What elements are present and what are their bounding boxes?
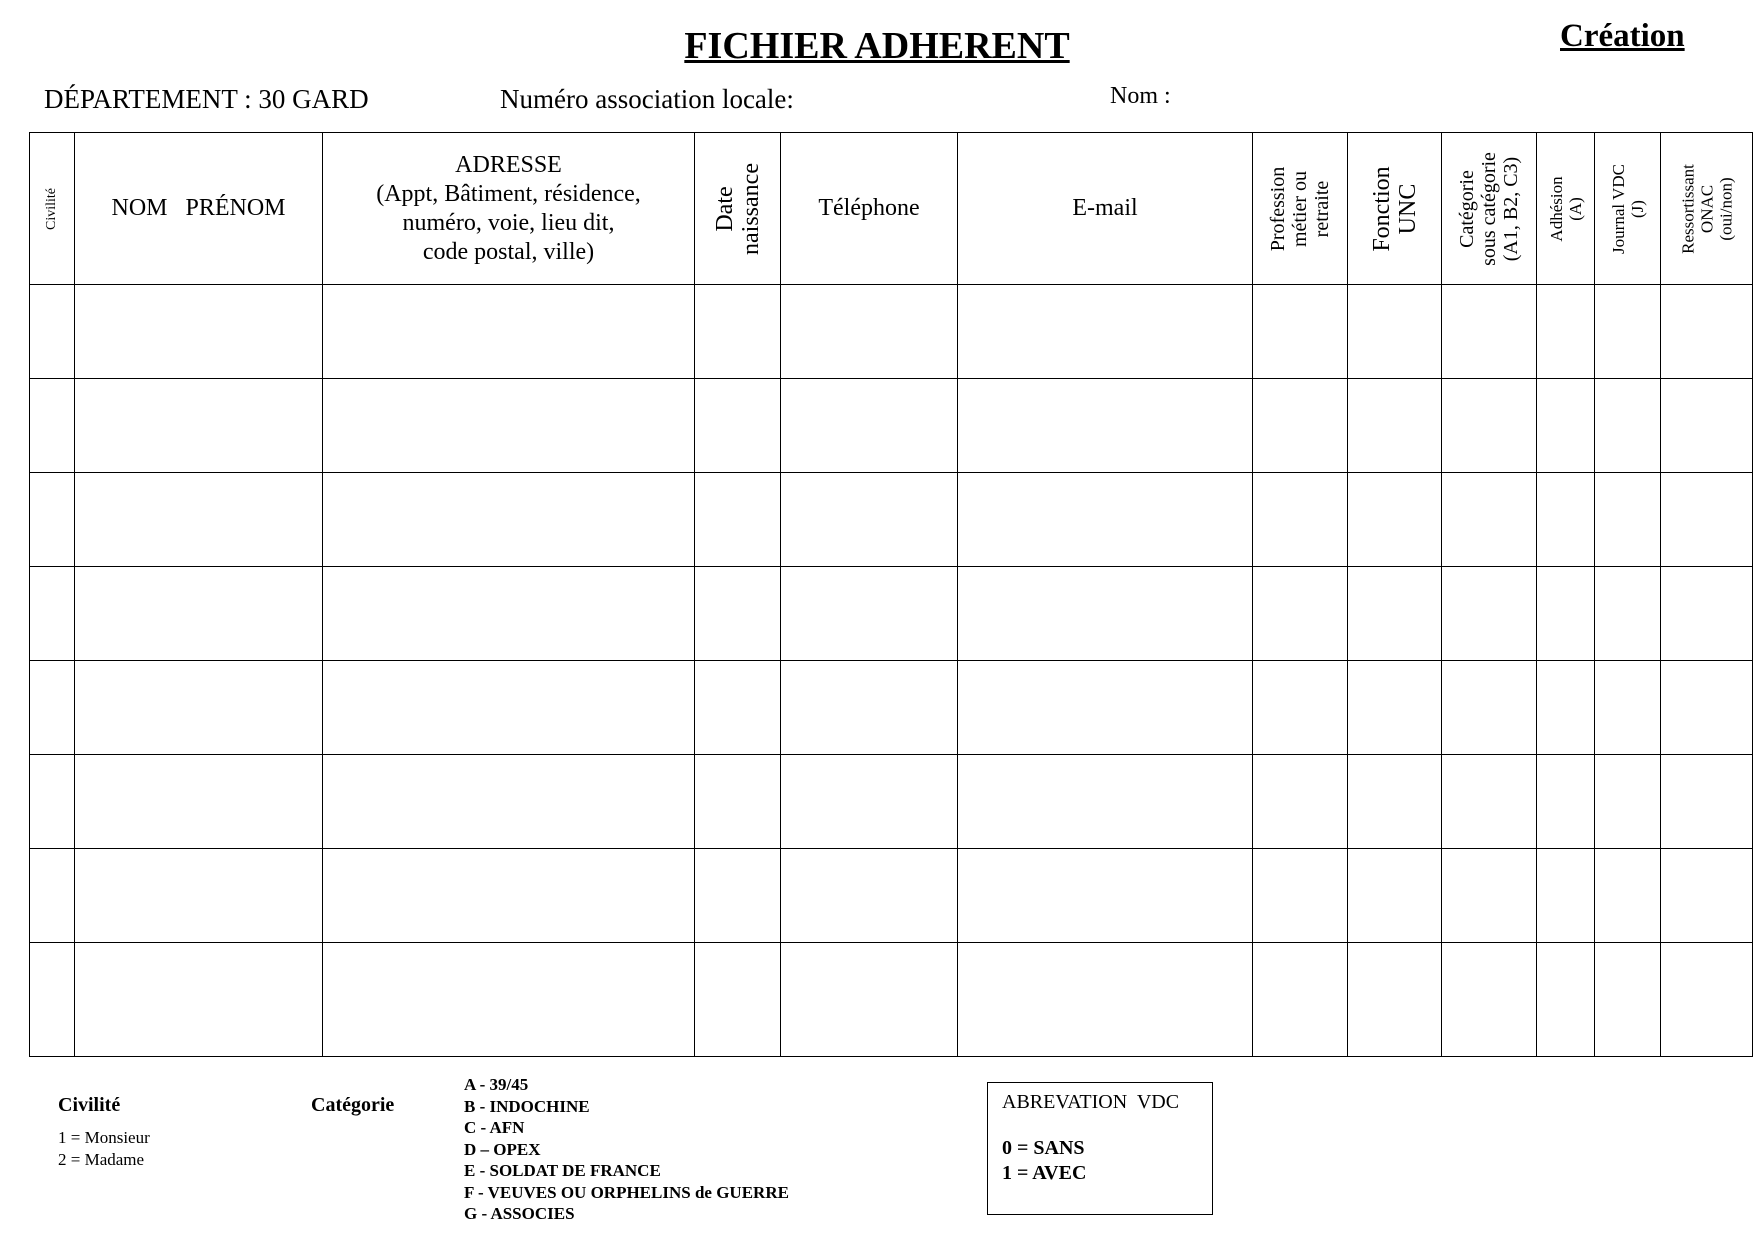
col-ressortissant bbox=[1661, 133, 1753, 285]
legend-categorie-item: B - INDOCHINE bbox=[464, 1096, 590, 1116]
table-body bbox=[30, 285, 1753, 1057]
col-adhesion bbox=[1537, 133, 1595, 285]
col-adhesion-label bbox=[1547, 176, 1585, 241]
table-cell[interactable] bbox=[75, 849, 323, 943]
table-cell[interactable] bbox=[1661, 661, 1753, 755]
table-cell[interactable] bbox=[30, 567, 75, 661]
table-cell[interactable] bbox=[1348, 473, 1442, 567]
table-cell[interactable] bbox=[1661, 567, 1753, 661]
table-cell[interactable] bbox=[1442, 849, 1537, 943]
table-cell[interactable] bbox=[695, 661, 781, 755]
col-profession-line: retraite bbox=[1311, 180, 1333, 237]
col-journal-vdc-line: (J) bbox=[1627, 199, 1647, 218]
col-journal-vdc-label bbox=[1609, 164, 1647, 254]
col-adhesion-line: (A) bbox=[1565, 196, 1585, 221]
col-ressortissant-label bbox=[1678, 164, 1735, 254]
col-categorie-line: Catégorie bbox=[1456, 169, 1478, 248]
table-cell[interactable] bbox=[1442, 473, 1537, 567]
table-cell[interactable] bbox=[1348, 943, 1442, 1057]
table-cell[interactable] bbox=[695, 755, 781, 849]
legend-categorie-title: Catégorie bbox=[311, 1094, 395, 1116]
table-cell[interactable] bbox=[695, 285, 781, 379]
col-adresse-label bbox=[323, 151, 694, 267]
nom-label: Nom : bbox=[1110, 83, 1171, 109]
table-cell[interactable] bbox=[323, 473, 695, 567]
table-cell[interactable] bbox=[781, 285, 958, 379]
adherent-table bbox=[29, 132, 1753, 1057]
col-categorie-label bbox=[1456, 152, 1522, 266]
col-profession-line: Profession bbox=[1267, 166, 1289, 251]
legend-categorie-item: C - AFN bbox=[464, 1118, 525, 1137]
table-cell[interactable] bbox=[1537, 943, 1595, 1057]
table-cell[interactable] bbox=[1537, 379, 1595, 473]
table-cell[interactable] bbox=[1442, 661, 1537, 755]
table-cell[interactable] bbox=[1537, 473, 1595, 567]
table-cell[interactable] bbox=[30, 849, 75, 943]
table-cell[interactable] bbox=[1253, 943, 1348, 1057]
table-cell[interactable] bbox=[1661, 285, 1753, 379]
table-cell[interactable] bbox=[75, 379, 323, 473]
col-categorie-line: (A1, B2, C3) bbox=[1500, 156, 1522, 261]
table-cell[interactable] bbox=[1253, 285, 1348, 379]
table-row bbox=[30, 661, 1753, 755]
table-cell[interactable] bbox=[1442, 379, 1537, 473]
table-cell[interactable] bbox=[1595, 473, 1661, 567]
col-adresse-line: code postal, ville) bbox=[422, 238, 595, 265]
table-cell[interactable] bbox=[75, 473, 323, 567]
table-row bbox=[30, 567, 1753, 661]
col-ressortissant-line: (oui/non) bbox=[1716, 176, 1735, 241]
table-row bbox=[30, 755, 1753, 849]
table-cell[interactable] bbox=[1442, 567, 1537, 661]
legend-categorie-item: F - VEUVES OU ORPHELINS de GUERRE bbox=[464, 1182, 789, 1202]
table-cell[interactable] bbox=[1253, 473, 1348, 567]
table-cell[interactable] bbox=[75, 567, 323, 661]
legend-civilite-title: Civilité bbox=[58, 1094, 121, 1116]
table-cell[interactable] bbox=[30, 473, 75, 567]
table-cell[interactable] bbox=[958, 285, 1253, 379]
table-row bbox=[30, 849, 1753, 943]
table-cell[interactable] bbox=[958, 943, 1253, 1057]
abreviation-vdc-box bbox=[987, 1082, 1213, 1215]
table-cell[interactable] bbox=[1253, 567, 1348, 661]
col-adresse bbox=[323, 133, 695, 285]
col-adresse-title: ADRESSE bbox=[455, 151, 562, 178]
table-cell[interactable] bbox=[1595, 379, 1661, 473]
col-categorie-line: sous catégorie bbox=[1478, 151, 1500, 266]
col-journal-vdc bbox=[1595, 133, 1661, 285]
table-cell[interactable] bbox=[1348, 755, 1442, 849]
legend-categorie-item: G - ASSOCIES bbox=[464, 1204, 575, 1223]
table-cell[interactable] bbox=[958, 661, 1253, 755]
col-adresse-line: numéro, voie, lieu dit, bbox=[402, 209, 615, 236]
table-cell[interactable] bbox=[1537, 755, 1595, 849]
table-cell[interactable] bbox=[695, 379, 781, 473]
col-civilite-label: Civilité bbox=[44, 187, 59, 230]
table-cell[interactable] bbox=[1661, 379, 1753, 473]
table-cell[interactable] bbox=[958, 755, 1253, 849]
table-cell[interactable] bbox=[323, 285, 695, 379]
table-cell[interactable] bbox=[695, 849, 781, 943]
table-cell[interactable] bbox=[958, 473, 1253, 567]
legend-civilite-item: 1 = Monsieur bbox=[58, 1128, 150, 1147]
table-cell[interactable] bbox=[323, 661, 695, 755]
numero-association-label: Numéro association locale: bbox=[500, 84, 794, 114]
legend-categorie-item: E - SOLDAT DE FRANCE bbox=[464, 1161, 661, 1180]
legend-civilite-item: 2 = Madame bbox=[58, 1150, 145, 1169]
table-cell[interactable] bbox=[30, 661, 75, 755]
legend-categorie-list bbox=[464, 1074, 789, 1225]
table-cell[interactable] bbox=[30, 379, 75, 473]
table-cell[interactable] bbox=[1595, 285, 1661, 379]
table-cell[interactable] bbox=[1595, 567, 1661, 661]
table-cell[interactable] bbox=[781, 567, 958, 661]
legend-categorie-item: A - 39/45 bbox=[464, 1075, 529, 1094]
table-cell[interactable] bbox=[75, 285, 323, 379]
col-ressortissant-line: ONAC bbox=[1697, 184, 1716, 233]
table-cell[interactable] bbox=[30, 285, 75, 379]
table-cell[interactable] bbox=[695, 567, 781, 661]
table-cell[interactable] bbox=[1537, 285, 1595, 379]
page-title: FICHIER ADHERENT bbox=[684, 25, 1070, 67]
col-nom-prenom bbox=[75, 133, 323, 285]
table-cell[interactable] bbox=[1253, 661, 1348, 755]
table-cell[interactable] bbox=[1661, 943, 1753, 1057]
table-cell[interactable] bbox=[1348, 567, 1442, 661]
table-cell[interactable] bbox=[1253, 849, 1348, 943]
col-date-naissance-line: Date bbox=[711, 185, 738, 232]
table-cell[interactable] bbox=[1595, 661, 1661, 755]
table-cell[interactable] bbox=[781, 473, 958, 567]
col-date-naissance bbox=[695, 133, 781, 285]
header-row bbox=[30, 133, 1753, 285]
table-cell[interactable] bbox=[781, 943, 958, 1057]
table-cell[interactable] bbox=[1442, 755, 1537, 849]
table-cell[interactable] bbox=[1253, 379, 1348, 473]
table-cell[interactable] bbox=[1595, 849, 1661, 943]
status-label: Création bbox=[1560, 18, 1685, 54]
abreviation-vdc-item: 0 = SANS bbox=[1002, 1137, 1085, 1159]
col-fonction-label bbox=[1369, 166, 1421, 251]
col-adhesion-line: Adhésion bbox=[1546, 175, 1566, 242]
table-cell[interactable] bbox=[1442, 943, 1537, 1057]
table-cell[interactable] bbox=[1348, 379, 1442, 473]
table-cell[interactable] bbox=[323, 943, 695, 1057]
table-cell[interactable] bbox=[781, 379, 958, 473]
table-row bbox=[30, 379, 1753, 473]
col-journal-vdc-line: Journal VDC bbox=[1608, 163, 1628, 254]
table-cell[interactable] bbox=[1661, 473, 1753, 567]
table-cell[interactable] bbox=[323, 755, 695, 849]
table-cell[interactable] bbox=[1442, 285, 1537, 379]
table-cell[interactable] bbox=[75, 755, 323, 849]
abreviation-vdc-item: 1 = AVEC bbox=[1002, 1162, 1087, 1184]
col-date-naissance-line: naissance bbox=[737, 162, 764, 255]
departement-label: DÉPARTEMENT : 30 GARD bbox=[44, 84, 369, 114]
table-cell[interactable] bbox=[1537, 661, 1595, 755]
col-civilite bbox=[30, 133, 75, 285]
col-ressortissant-line: Ressortissant bbox=[1678, 163, 1697, 254]
table-cell[interactable] bbox=[1348, 285, 1442, 379]
table-cell[interactable] bbox=[1537, 849, 1595, 943]
table-row bbox=[30, 473, 1753, 567]
col-categorie bbox=[1442, 133, 1537, 285]
table-cell[interactable] bbox=[958, 849, 1253, 943]
table-cell[interactable] bbox=[1348, 661, 1442, 755]
table-cell[interactable] bbox=[1595, 755, 1661, 849]
table-cell[interactable] bbox=[781, 849, 958, 943]
col-fonction-line: Fonction bbox=[1368, 165, 1395, 252]
table-cell[interactable] bbox=[781, 755, 958, 849]
table-cell[interactable] bbox=[30, 755, 75, 849]
col-nom-prenom-label: NOM PRÉNOM bbox=[111, 195, 286, 221]
legend-categorie-item: D – OPEX bbox=[464, 1139, 541, 1159]
col-profession bbox=[1253, 133, 1348, 285]
col-profession-line: métier ou bbox=[1289, 170, 1311, 247]
table-cell[interactable] bbox=[958, 379, 1253, 473]
table-cell[interactable] bbox=[1661, 849, 1753, 943]
table-cell[interactable] bbox=[75, 943, 323, 1057]
abreviation-vdc-title: ABREVATION VDC bbox=[1002, 1091, 1180, 1113]
col-email-label: E-mail bbox=[1072, 195, 1138, 221]
table-cell[interactable] bbox=[323, 379, 695, 473]
table-cell[interactable] bbox=[695, 943, 781, 1057]
table-cell[interactable] bbox=[323, 849, 695, 943]
col-telephone-label: Téléphone bbox=[818, 195, 920, 221]
table-cell[interactable] bbox=[1595, 943, 1661, 1057]
table-cell[interactable] bbox=[695, 473, 781, 567]
table-cell[interactable] bbox=[1348, 849, 1442, 943]
col-profession-label bbox=[1267, 166, 1333, 250]
col-fonction-line: UNC bbox=[1394, 183, 1421, 234]
table-cell[interactable] bbox=[75, 661, 323, 755]
table-cell[interactable] bbox=[1253, 755, 1348, 849]
table-cell[interactable] bbox=[30, 943, 75, 1057]
table-cell[interactable] bbox=[958, 567, 1253, 661]
table-cell[interactable] bbox=[323, 567, 695, 661]
table-cell[interactable] bbox=[1537, 567, 1595, 661]
col-date-naissance-label bbox=[712, 163, 764, 255]
col-adresse-line: (Appt, Bâtiment, résidence, bbox=[376, 180, 641, 207]
col-fonction bbox=[1348, 133, 1442, 285]
table-row bbox=[30, 285, 1753, 379]
table-row bbox=[30, 943, 1753, 1057]
table-cell[interactable] bbox=[1661, 755, 1753, 849]
col-telephone bbox=[781, 133, 958, 285]
table-cell[interactable] bbox=[781, 661, 958, 755]
col-email bbox=[958, 133, 1253, 285]
